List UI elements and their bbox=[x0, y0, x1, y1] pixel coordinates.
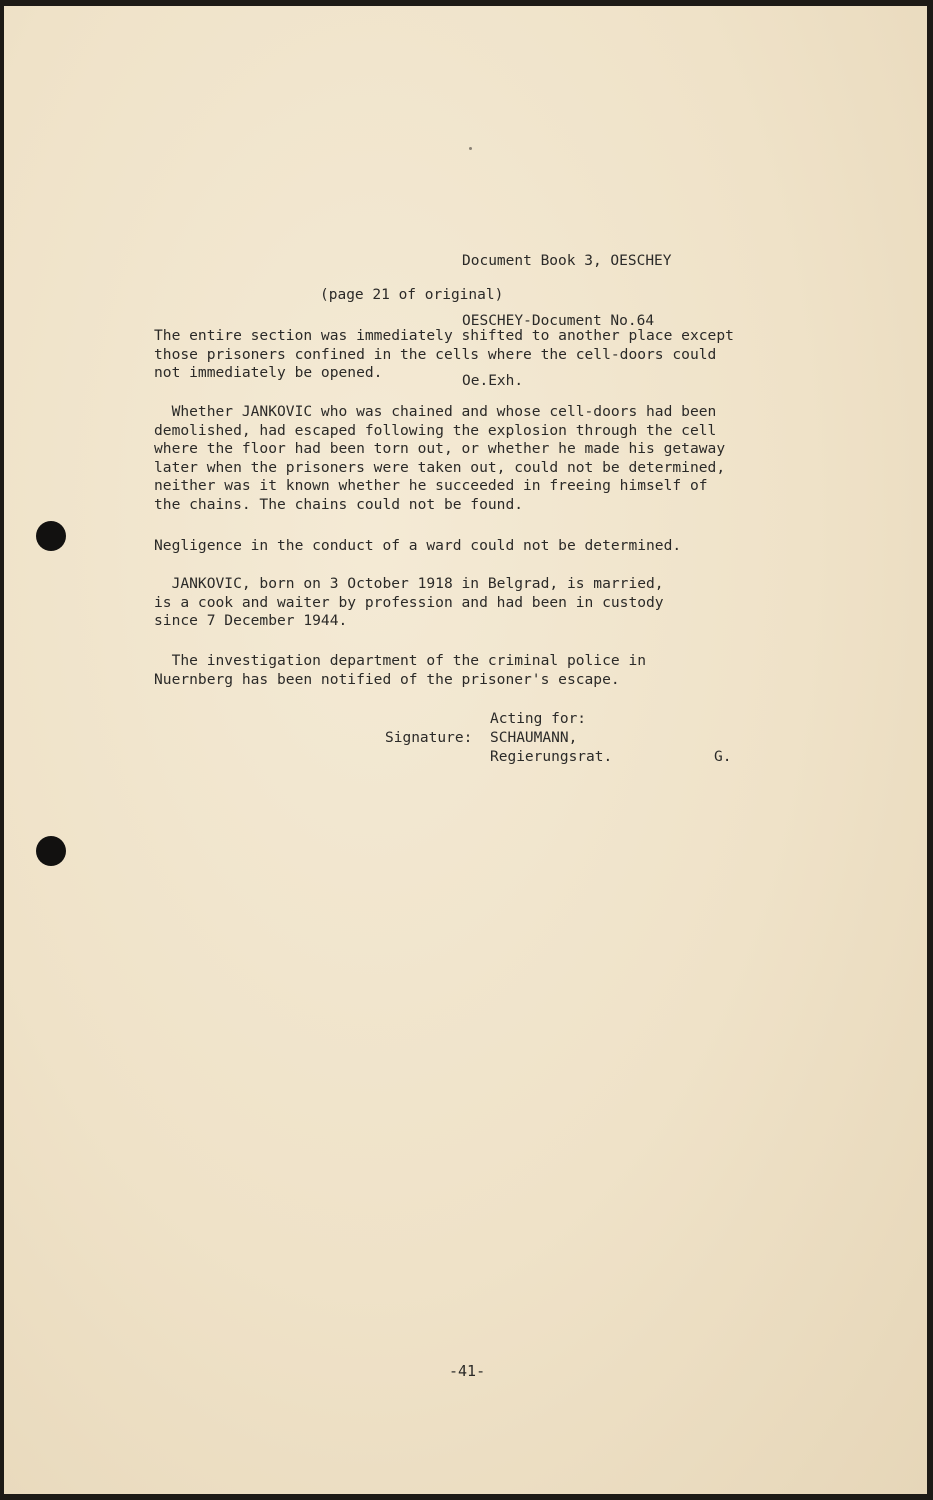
header-line-document-number: OESCHEY-Document No.64 bbox=[462, 313, 655, 329]
paragraph-jankovic-details: JANKOVIC, born on 3 October 1918 in Belgrad, is married, is a cook and waiter by profession and had been in custody since 7 December 1944. bbox=[154, 575, 664, 629]
signature-initial: G. bbox=[714, 749, 732, 765]
punch-hole-lower bbox=[36, 836, 66, 866]
paragraph-section-shifted: The entire section was immediately shifted to another place except those prisoners confined in the cells where the cell-doors could not immediately be opened. bbox=[154, 327, 734, 381]
paragraph-negligence: Negligence in the conduct of a ward could not be determined. bbox=[154, 537, 682, 554]
signature-label: Signature: bbox=[385, 730, 473, 746]
paragraph-jankovic-escape: Whether JANKOVIC who was chained and whose cell-doors had been demolished, had escaped following the explosion through the cell where the floor had been torn out, or whether he made his getaway later when the prisoners were taken out, could not be determined, neither was it known whether he succeeded in freeing himself of the chains. The chains could not be found. bbox=[154, 403, 726, 513]
punch-hole-upper bbox=[36, 521, 66, 551]
paper-speck bbox=[469, 147, 472, 150]
signature-acting-for: Acting for: bbox=[490, 711, 587, 727]
paragraph-police-notified: The investigation department of the criminal police in Nuernberg has been notified of the prisoner's escape. bbox=[154, 652, 647, 688]
signature-title: Regierungsrat. bbox=[490, 749, 613, 765]
document-header bbox=[462, 211, 672, 431]
header-line-book: Document Book 3, OESCHEY bbox=[462, 253, 672, 269]
signature-name: SCHAUMANN, bbox=[490, 730, 578, 746]
original-page-reference: (page 21 of original) bbox=[320, 287, 504, 303]
header-line-exhibit: Oe.Exh. bbox=[462, 373, 524, 389]
page-number: -41- bbox=[449, 1362, 486, 1380]
